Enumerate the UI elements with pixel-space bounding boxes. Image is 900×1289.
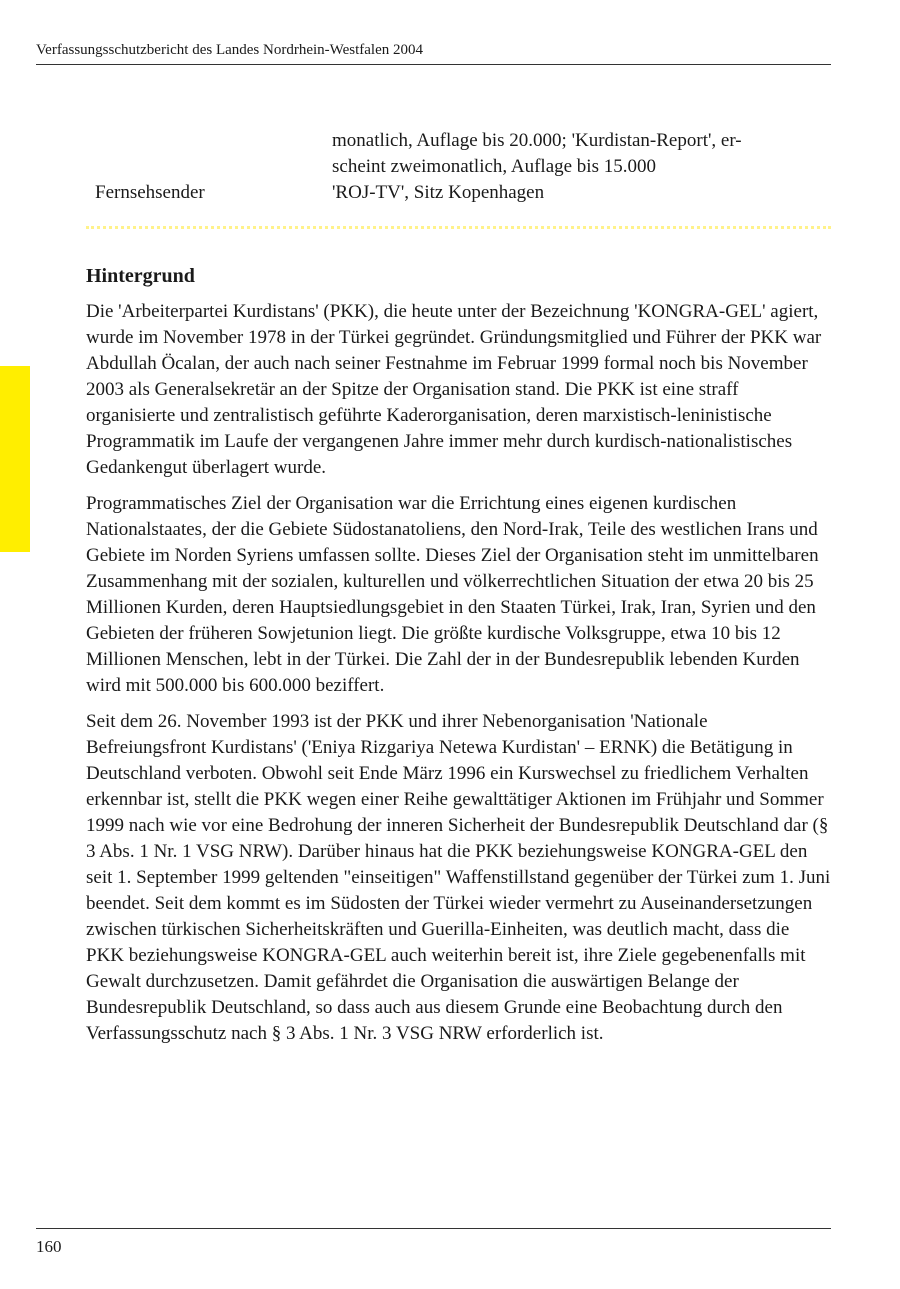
info-row-value: 'ROJ-TV', Sitz Kopenhagen xyxy=(332,182,545,203)
chapter-marker-bar xyxy=(0,366,30,552)
info-continuation-line: scheint zweimonatlich, Auflage bis 15.000 xyxy=(332,156,656,177)
body-paragraph: Seit dem 26. November 1993 ist der PKK und ihrer Nebenorganisation 'Nationale Befreiungsfront Kurdistans' ('Eniya Rizgariya Netewa Kurdistan' – ERNK) die Betätigung in Deutschland verboten. Obwohl seit Ende März 1996 ein Kurswechsel zu friedlichem Verhalten erkennbar ist, stellt die PKK wegen einer Reihe gewalttätiger Aktionen im Frühjahr und Sommer 1999 nach wie vor eine Bedrohung der inneren Sicherheit der Bundesrepublik Deutschland dar (§ 3 Abs. 1 Nr. 1 VSG NRW). Darüber hinaus hat die PKK beziehungsweise KONGRA-GEL den seit 1. September 1999 geltenden "einseitigen" Waffenstillstand gegenüber der Türkei zum 1. Juni beendet. Seit dem kommt es im Südosten der Türkei wieder vermehrt zu Auseinandersetzungen zwischen türkischen Sicherheitskräften und Guerilla-Einheiten, was deutlich macht, dass die PKK beziehungsweise KONGRA-GEL auch weiterhin bereit ist, ihre Ziele gegebenenfalls mit Gewalt durchzusetzen. Damit gefährdet die Organisation die auswärtigen Belange der Bundesrepublik Deutschland, so dass auch aus diesem Grunde eine Beobachtung durch den Verfassungsschutz nach § 3 Abs. 1 Nr. 3 VSG NRW erforderlich ist. xyxy=(86,711,831,1044)
running-header: Verfassungsschutzbericht des Landes Nordrhein-Westfalen 2004 xyxy=(36,40,831,65)
info-row-fernsehsender xyxy=(86,180,831,206)
section-heading: Hintergrund xyxy=(86,265,195,287)
info-row-label: Fernsehsender xyxy=(95,182,205,203)
info-continuation-row xyxy=(86,128,831,180)
page-number: 160 xyxy=(36,1237,62,1256)
body-paragraph: Programmatisches Ziel der Organisation war die Errichtung eines eigenen kurdischen Nationalstaates, der die Gebiete Südostanatoliens, den Nord-Irak, Teile des westlichen Irans und Gebiete im Norden Syriens umfassen sollte. Dieses Ziel der Organisation steht im unmittelbaren Zusammenhang mit der sozialen, kulturellen und völkerrechtlichen Situation der etwa 20 bis 25 Millionen Kurden, deren Hauptsiedlungsgebiet in den Staaten Türkei, Irak, Iran, Syrien und den Gebieten der früheren Sowjetunion liegt. Die größte kurdische Volksgruppe, etwa 10 bis 12 Millionen Menschen, lebt in der Türkei. Die Zahl der in der Bundesrepublik lebenden Kurden wird mit 500.000 bis 600.000 beziffert. xyxy=(86,493,819,696)
info-table xyxy=(86,128,831,206)
body-paragraph: Die 'Arbeiterpartei Kurdistans' (PKK), die heute unter der Bezeichnung 'KONGRA-GEL' agiert, wurde im November 1978 in der Türkei gegründet. Gründungsmitglied und Führer der PKK war Abdullah Öcalan, der auch nach seiner Festnahme im Februar 1999 formal noch bis November 2003 als Generalsekretär an der Spitze der Organisation stand. Die PKK ist eine straff organisierte und zentralistisch geführte Kaderorganisation, deren marxistisch-leninistische Programmatik im Laufe der vergangenen Jahre immer mehr durch kurdisch-nationalistisches Gedankengut überlagert wurde. xyxy=(86,301,822,478)
footer-rule xyxy=(36,1228,831,1229)
dotted-divider xyxy=(86,226,831,229)
info-continuation-line: monatlich, Auflage bis 20.000; 'Kurdistan-Report', er- xyxy=(332,130,742,151)
section-body xyxy=(86,299,831,1057)
